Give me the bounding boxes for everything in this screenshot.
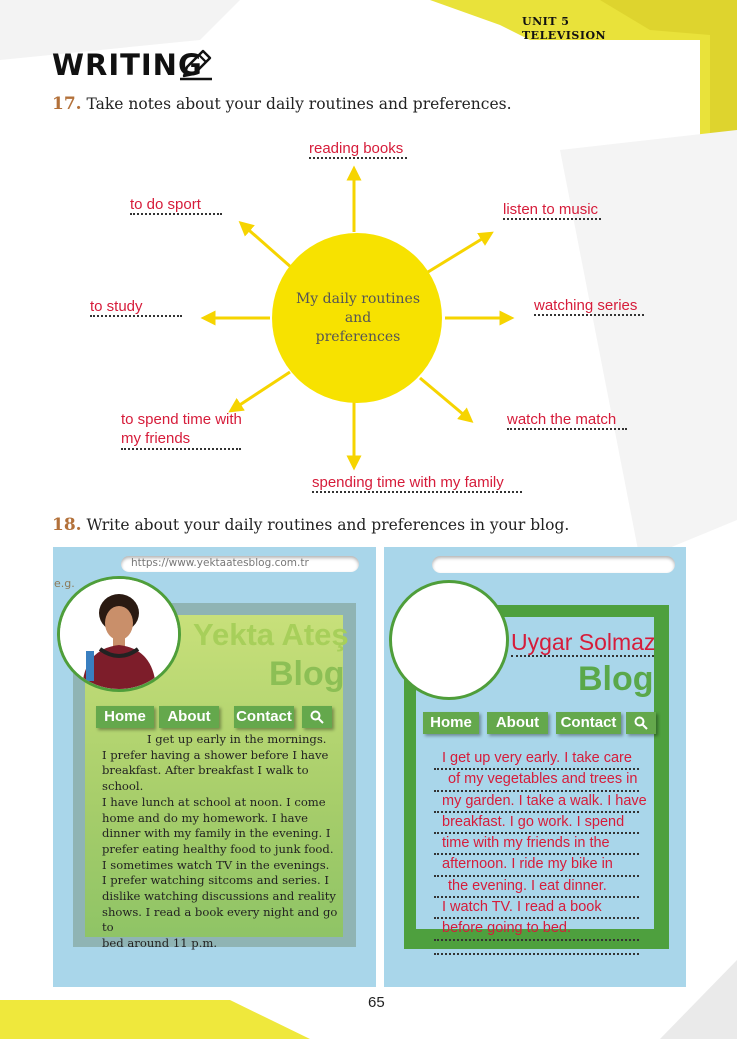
blog-word: Blog bbox=[269, 655, 345, 693]
student-line: breakfast. I go work. I spend bbox=[434, 813, 639, 834]
student-nav-home-button[interactable]: Home bbox=[423, 712, 479, 734]
blog-line: I sometimes watch TV in the evenings. bbox=[102, 857, 330, 872]
blog-line: bed around 11 p.m. bbox=[102, 936, 218, 951]
student-blog-text bbox=[434, 749, 647, 955]
student-blog-word: Blog bbox=[578, 660, 654, 698]
blog-line: home and do my homework. I have bbox=[102, 810, 308, 825]
student-line: of my vegetables and trees in bbox=[434, 770, 639, 791]
arrow-bottom-left bbox=[232, 372, 290, 410]
student-line: time with my friends in the bbox=[434, 834, 639, 855]
note-top-right: listen to music bbox=[503, 201, 601, 220]
student-line: before going to bed. bbox=[434, 919, 639, 940]
magnifier-icon bbox=[310, 710, 324, 724]
blog-line: shows. I read a book every night and go to bbox=[102, 904, 338, 935]
student-nav-search-button[interactable] bbox=[626, 712, 656, 734]
mindmap-center bbox=[272, 290, 444, 347]
center-line-1: My daily routines bbox=[295, 291, 421, 307]
nav-home-button[interactable]: Home bbox=[96, 706, 154, 728]
magnifier-icon bbox=[634, 716, 648, 730]
name-dotted-line bbox=[511, 655, 654, 657]
blog-owner-name: Yekta Ateş bbox=[193, 617, 349, 652]
arrow-top-left bbox=[242, 224, 292, 268]
student-name: Uygar Solmaz bbox=[511, 629, 656, 655]
nav-about-button[interactable]: About bbox=[159, 706, 219, 728]
blog-line: I get up early in the mornings. bbox=[147, 732, 327, 746]
task-18 bbox=[52, 515, 569, 535]
arrow-bottom-right bbox=[420, 378, 470, 420]
note-top-left: to do sport bbox=[130, 196, 222, 215]
arrow-top-right bbox=[428, 234, 490, 272]
address-bar[interactable] bbox=[121, 556, 359, 572]
nav-contact-button[interactable]: Contact bbox=[234, 706, 294, 728]
address-bar-url: https://www.yektaatesblog.com.tr bbox=[131, 557, 309, 569]
note-left: to study bbox=[90, 298, 182, 317]
note-bottom-right: watch the match bbox=[507, 411, 627, 430]
student-line: my garden. I take a walk. I have bbox=[434, 792, 639, 813]
center-line-2: and bbox=[344, 310, 372, 326]
student-photo bbox=[60, 579, 178, 689]
example-blog-text bbox=[102, 732, 352, 952]
center-line-3: preferences bbox=[315, 329, 401, 345]
student-nav-about-button[interactable]: About bbox=[487, 712, 548, 734]
blog-line: dinner with my family in the evening. I bbox=[102, 826, 331, 841]
task-17-number: 17. bbox=[52, 94, 82, 114]
page-number: 65 bbox=[368, 994, 385, 1011]
task-18-text: Write about your daily routines and preferences in your blog. bbox=[86, 516, 570, 534]
nav-search-button[interactable] bbox=[302, 706, 332, 728]
task-17-text: Take notes about your daily routines and preferences. bbox=[86, 95, 512, 113]
note-bottom-left-line-1: to spend time with bbox=[121, 411, 242, 428]
example-blog-panel bbox=[53, 547, 376, 987]
blog-line: I have lunch at school at noon. I come bbox=[102, 794, 326, 809]
student-line: afternoon. I ride my bike in bbox=[434, 855, 639, 876]
note-bottom-left bbox=[121, 410, 242, 450]
unit-topic: TELEVISION bbox=[522, 29, 607, 42]
task-18-number: 18. bbox=[52, 515, 82, 535]
student-line: the evening. I eat dinner. bbox=[434, 877, 639, 898]
note-top: reading books bbox=[309, 140, 407, 159]
unit-label: UNIT 5 bbox=[522, 15, 570, 28]
student-nav-contact-button[interactable]: Contact bbox=[556, 712, 621, 734]
student-avatar bbox=[389, 580, 509, 700]
blog-line: dislike watching discussions and reality bbox=[102, 889, 336, 904]
blog-line: I prefer watching sitcoms and series. I bbox=[102, 873, 329, 888]
student-line: I get up very early. I take care bbox=[434, 749, 639, 770]
note-bottom: spending time with my family bbox=[312, 474, 522, 493]
note-bottom-left-line-2: my friends bbox=[121, 429, 241, 450]
note-right: watching series bbox=[534, 297, 644, 316]
example-label: e.g. bbox=[54, 577, 75, 590]
section-title: WRITING bbox=[52, 48, 203, 82]
blog-line: breakfast. After breakfast I walk to school. bbox=[102, 763, 309, 794]
student-address-bar[interactable] bbox=[432, 556, 675, 573]
student-blog-panel bbox=[384, 547, 686, 987]
blog-line: prefer eating healthy food to junk food. bbox=[102, 841, 334, 856]
avatar bbox=[57, 576, 181, 692]
blog-line: I prefer having a shower before I have bbox=[102, 747, 329, 762]
empty-dotted-line bbox=[434, 941, 639, 955]
student-line: I watch TV. I read a book bbox=[434, 898, 639, 919]
